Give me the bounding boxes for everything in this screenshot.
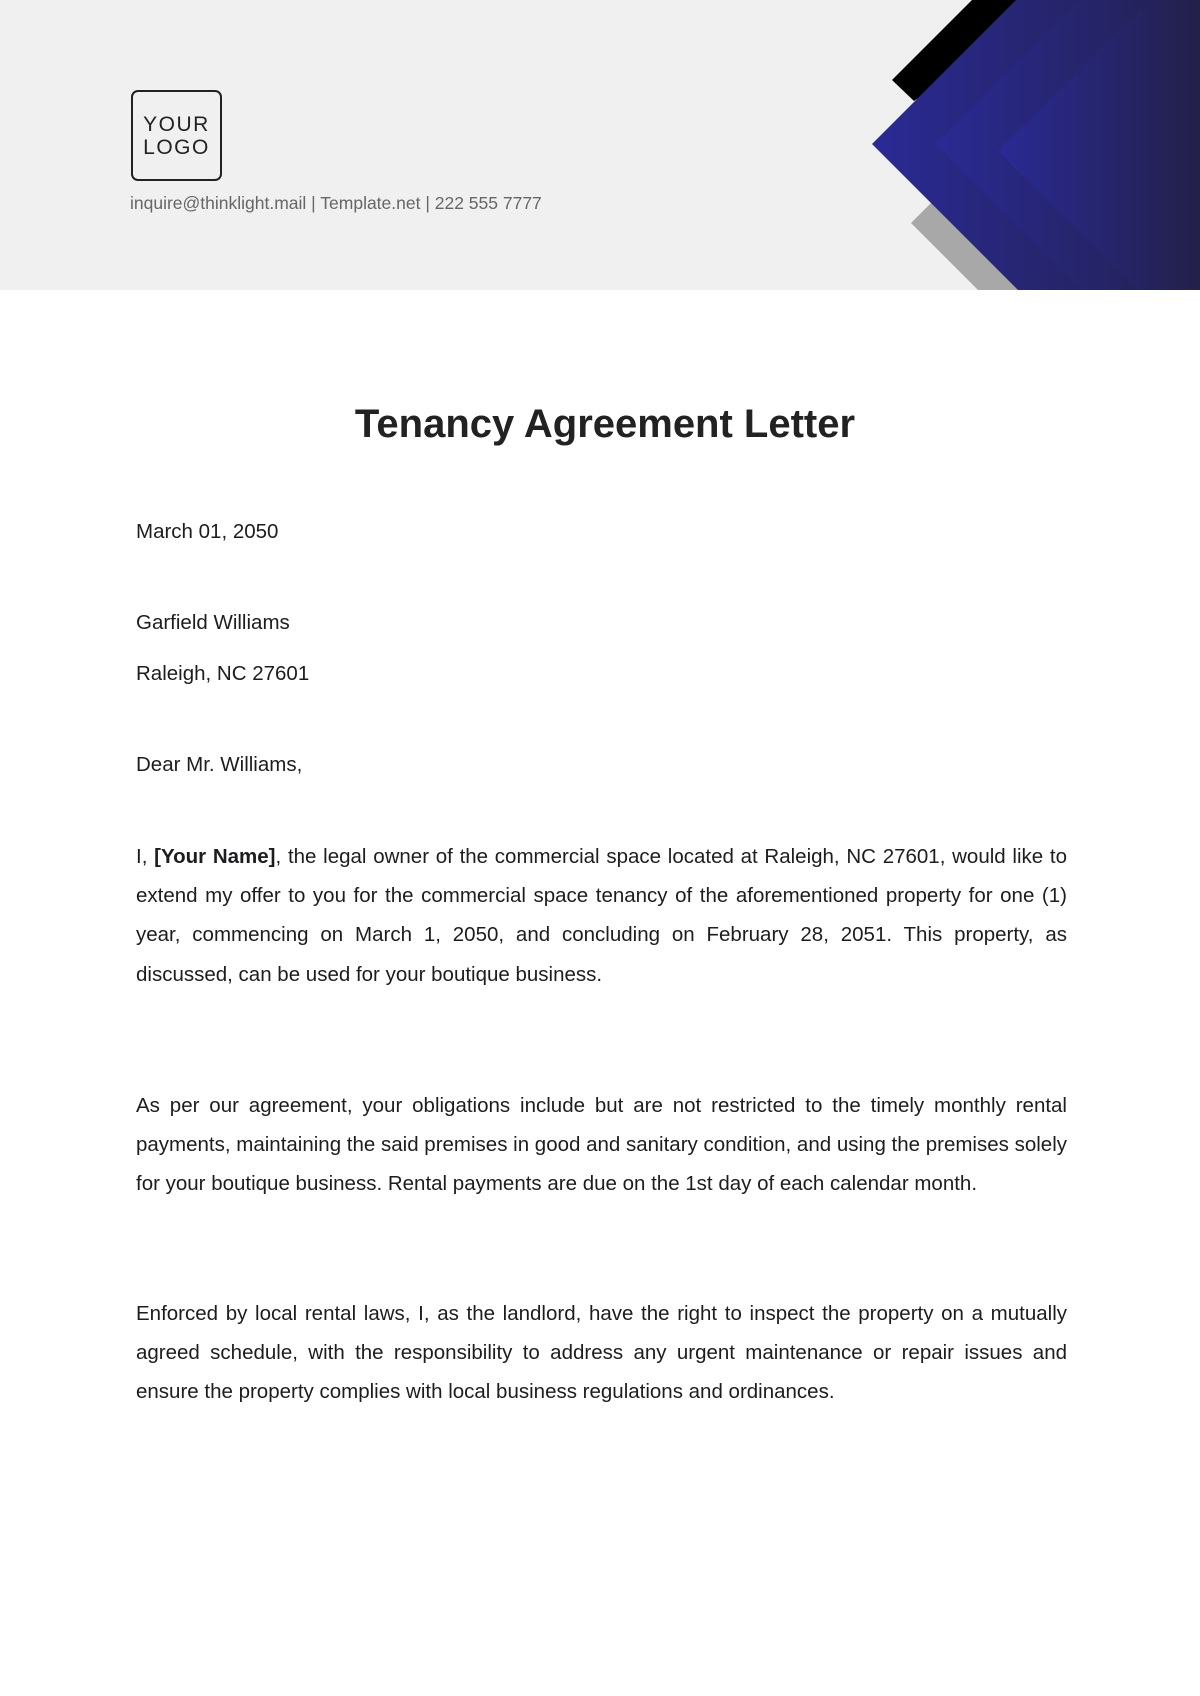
salutation: Dear Mr. Williams, bbox=[136, 753, 303, 776]
paragraph-offer bbox=[136, 837, 1067, 994]
logo-line1: YOUR bbox=[143, 112, 210, 136]
para1-prefix: I, bbox=[136, 845, 155, 868]
paragraph-landlord-rights: Enforced by local rental laws, I, as the landlord, have the right to inspect the property on a mutually agreed schedule, with the responsibility to address any urgent maintenance or repair issues and ensure the property complies with local business regulations and ordinances. bbox=[136, 1302, 1067, 1404]
logo-placeholder bbox=[131, 90, 222, 181]
contact-info: inquire@thinklight.mail | Template.net | 222 555 7777 bbox=[130, 193, 542, 213]
letterhead bbox=[0, 0, 1200, 290]
paragraph-obligations: As per our agreement, your obligations include but are not restricted to the timely monthly rental payments, maintaining the said premises in good and sanitary condition, and using the premises solely for your boutique business. Rental payments are due on the 1st day of each calendar month. bbox=[136, 1094, 1067, 1196]
placeholder-your-name: [Your Name] bbox=[154, 845, 276, 868]
logo-line2: LOGO bbox=[143, 135, 210, 159]
recipient-address: Raleigh, NC 27601 bbox=[136, 662, 310, 685]
recipient-name: Garfield Williams bbox=[136, 611, 290, 634]
letter-date: March 01, 2050 bbox=[136, 520, 279, 543]
document-title: Tenancy Agreement Letter bbox=[354, 402, 856, 446]
para1-text: , the legal owner of the commercial space located at Raleigh, NC 27601, would like to extend my offer to you for the commercial space tenancy of the aforementioned property for one (1) year, commencing on March 1, 2050, and concluding on February 28, 2051. This property, as discussed, can be used for your boutique business. bbox=[136, 845, 1067, 986]
